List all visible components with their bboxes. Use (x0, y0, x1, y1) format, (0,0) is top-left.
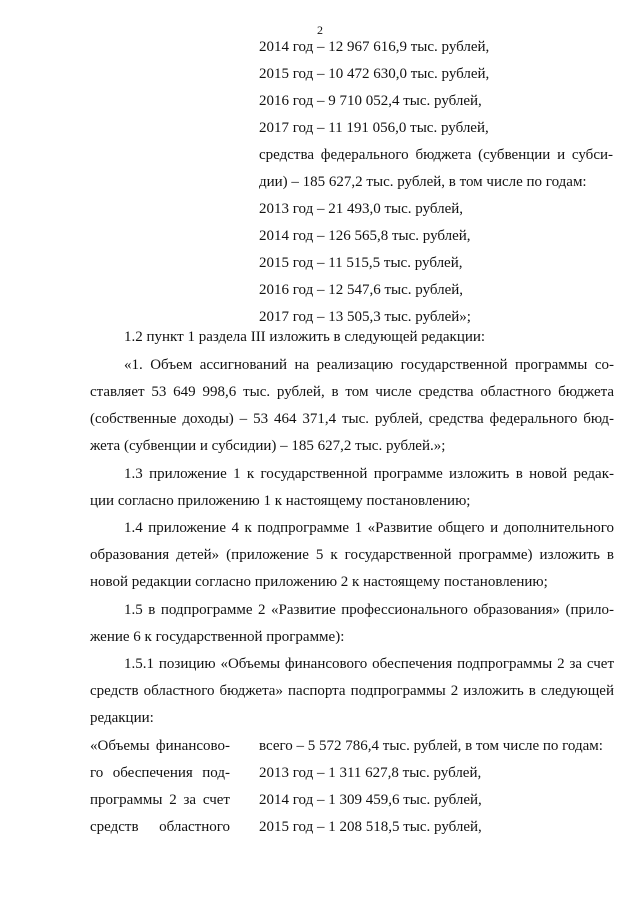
funding-line: 2013 год – 21 493,0 тыс. рублей, (259, 201, 464, 217)
item-1-5-line: жение 6 к государственной программе): (90, 629, 345, 645)
table-right-cell-line: 2014 год – 1 309 459,6 тыс. рублей, (259, 792, 482, 808)
table-left-cell-line: средств областного (90, 819, 230, 835)
item-1-3-line: 1.3 приложение 1 к государственной программе изложить в новой редак- (124, 466, 614, 482)
item-1-3-line: ции согласно приложению 1 к настоящему постановлению; (90, 493, 471, 509)
table-right-cell-line: 2013 год – 1 311 627,8 тыс. рублей, (259, 765, 482, 781)
item-1-4-line: образования детей» (приложение 5 к государственной программе) изложить в (90, 547, 614, 563)
quote-line: ставляет 53 649 998,6 тыс. рублей, в том числе средства областного бюджета (90, 384, 614, 400)
funding-line: 2017 год – 11 191 056,0 тыс. рублей, (259, 120, 489, 136)
funding-line: 2016 год – 9 710 052,4 тыс. рублей, (259, 93, 482, 109)
funding-line: 2015 год – 11 515,5 тыс. рублей, (259, 255, 463, 271)
page-number: 2 (317, 23, 323, 37)
funding-line: 2016 год – 12 547,6 тыс. рублей, (259, 282, 464, 298)
item-1-5-1-line: 1.5.1 позицию «Объемы финансового обеспечения подпрограммы 2 за счет (124, 656, 614, 672)
funding-line: дии) – 185 627,2 тыс. рублей, в том числе по годам: (259, 174, 587, 190)
funding-line: 2014 год – 12 967 616,9 тыс. рублей, (259, 39, 490, 55)
item-1-4-line: новой редакции согласно приложению 2 к настоящему постановлению; (90, 574, 548, 590)
item-1-5-line: 1.5 в подпрограмме 2 «Развитие профессионального образования» (прило- (124, 602, 614, 618)
funding-line: средства федерального бюджета (субвенции и субси- (259, 147, 613, 163)
table-right-cell-line: 2015 год – 1 208 518,5 тыс. рублей, (259, 819, 482, 835)
table-right-cell-line: всего – 5 572 786,4 тыс. рублей, в том числе по годам: (259, 738, 603, 754)
item-1-4-line: 1.4 приложение 4 к подпрограмме 1 «Развитие общего и дополнительного (124, 520, 614, 536)
table-left-cell-line: программы 2 за счет (90, 792, 230, 808)
table-left-cell-line: го обеспечения под- (90, 765, 230, 781)
quote-line: (собственные доходы) – 53 464 371,4 тыс. рублей, средства федерального бюд- (90, 411, 614, 427)
item-1-5-1-line: редакции: (90, 710, 154, 726)
item-1-2: 1.2 пункт 1 раздела III изложить в следующей редакции: (124, 329, 486, 345)
quote-line: жета (субвенции и субсидии) – 185 627,2 тыс. рублей.»; (90, 438, 446, 454)
table-left-cell-line: «Объемы финансово- (90, 738, 230, 754)
quote-line: «1. Объем ассигнований на реализацию государственной программы со- (124, 357, 614, 373)
funding-line: 2015 год – 10 472 630,0 тыс. рублей, (259, 66, 490, 82)
funding-line: 2014 год – 126 565,8 тыс. рублей, (259, 228, 471, 244)
funding-line: 2017 год – 13 505,3 тыс. рублей»; (259, 309, 471, 325)
item-1-5-1-line: средств областного бюджета» паспорта подпрограммы 2 изложить в следующей (90, 683, 614, 699)
